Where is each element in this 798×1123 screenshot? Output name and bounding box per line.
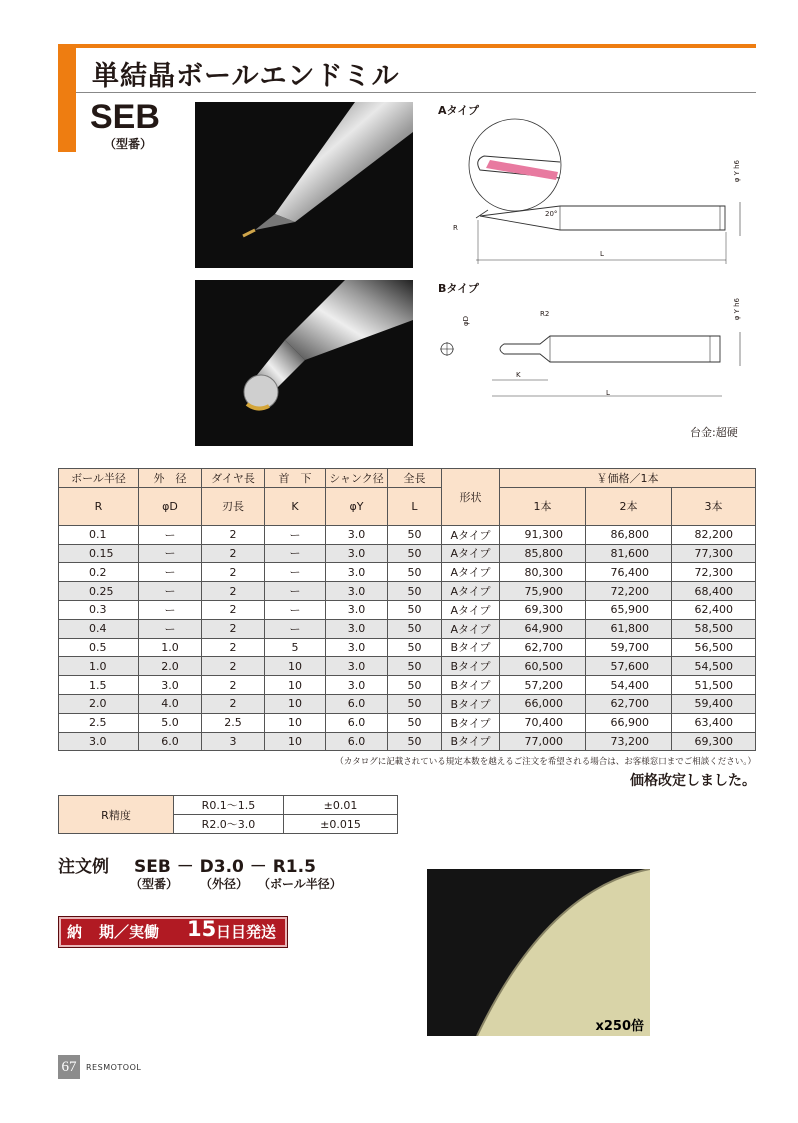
table-cell: 0.3 <box>59 600 139 619</box>
table-cell: Bタイプ <box>442 657 500 676</box>
table-cell: Bタイプ <box>442 638 500 657</box>
table-cell: Bタイプ <box>442 676 500 695</box>
table-cell: 2.0 <box>59 694 139 713</box>
table-cell: 86,800 <box>586 525 672 544</box>
table-cell: 91,300 <box>500 525 586 544</box>
th-phi-y: φY <box>326 487 388 525</box>
table-cell: 75,900 <box>500 582 586 601</box>
th-total-length: 全長 <box>388 469 442 488</box>
table-cell: 2.0 <box>139 657 202 676</box>
table-row <box>59 657 756 676</box>
delivery-days: 15 <box>187 917 217 941</box>
table-cell: ー <box>139 619 202 638</box>
table-cell: 0.4 <box>59 619 139 638</box>
th-ball-radius: ボール半径 <box>59 469 139 488</box>
table-cell: ー <box>139 544 202 563</box>
table-cell: ー <box>265 582 326 601</box>
delivery-badge <box>58 916 288 948</box>
micrograph-image-icon <box>427 869 650 1036</box>
th-diamond-length: ダイヤ長 <box>202 469 265 488</box>
th-shape: 形状 <box>442 469 500 526</box>
table-cell: 2 <box>202 676 265 695</box>
table-cell: 3.0 <box>326 676 388 695</box>
table-cell: 50 <box>388 713 442 732</box>
order-sub-diameter: （外径） <box>200 877 249 891</box>
table-cell: 0.2 <box>59 563 139 582</box>
table-cell: 5.0 <box>139 713 202 732</box>
th-qty-2: 2本 <box>586 487 672 525</box>
table-cell: 51,500 <box>672 676 756 695</box>
table-cell: 77,300 <box>672 544 756 563</box>
table-cell: 50 <box>388 657 442 676</box>
table-cell: 6.0 <box>139 732 202 751</box>
diagram-a <box>440 110 760 270</box>
table-cell: 57,600 <box>586 657 672 676</box>
table-row <box>59 676 756 695</box>
table-row <box>59 582 756 601</box>
delivery-suffix: 日目発送 <box>216 923 277 941</box>
table-cell: 10 <box>265 694 326 713</box>
table-cell: 57,200 <box>500 676 586 695</box>
table-cell: 69,300 <box>672 732 756 751</box>
footer-brand: RESMOTOOL <box>86 1063 142 1072</box>
table-cell: ー <box>139 525 202 544</box>
diagram-b <box>440 300 760 410</box>
table-cell: 63,400 <box>672 713 756 732</box>
accuracy-tol-2: ±0.015 <box>284 815 398 834</box>
table-cell: 2 <box>202 544 265 563</box>
table-cell: 2 <box>202 694 265 713</box>
th-blade-length: 刃長 <box>202 487 265 525</box>
table-cell: 50 <box>388 694 442 713</box>
table-cell: 66,000 <box>500 694 586 713</box>
dim-r2: R2 <box>540 310 550 318</box>
table-cell: 50 <box>388 619 442 638</box>
th-l: L <box>388 487 442 525</box>
table-cell: ー <box>265 563 326 582</box>
table-cell: 76,400 <box>586 563 672 582</box>
table-cell: 3.0 <box>326 525 388 544</box>
product-photo-b <box>195 280 413 446</box>
table-cell: 2.5 <box>59 713 139 732</box>
table-cell: 69,300 <box>500 600 586 619</box>
table-cell: 2 <box>202 582 265 601</box>
table-cell: 3.0 <box>326 638 388 657</box>
table-cell: 1.0 <box>59 657 139 676</box>
th-k: K <box>265 487 326 525</box>
table-cell: 3.0 <box>326 544 388 563</box>
table-cell: 1.5 <box>59 676 139 695</box>
table-cell: 2 <box>202 563 265 582</box>
th-neck: 首 下 <box>265 469 326 488</box>
table-cell: 50 <box>388 544 442 563</box>
table-cell: 80,300 <box>500 563 586 582</box>
table-cell: 59,700 <box>586 638 672 657</box>
table-cell: 5 <box>265 638 326 657</box>
th-qty-1: 1本 <box>500 487 586 525</box>
table-row <box>59 525 756 544</box>
dim-r-a: R <box>453 224 458 232</box>
page-number: 67 <box>58 1055 80 1079</box>
table-cell: 65,900 <box>586 600 672 619</box>
table-cell: 10 <box>265 657 326 676</box>
header-accent-bar <box>66 44 756 48</box>
table-cell: 61,800 <box>586 619 672 638</box>
table-cell: 59,400 <box>672 694 756 713</box>
table-cell: Aタイプ <box>442 563 500 582</box>
dim-l-a: L <box>600 250 604 258</box>
table-cell: 50 <box>388 525 442 544</box>
table-cell: Aタイプ <box>442 582 500 601</box>
table-cell: ー <box>139 600 202 619</box>
table-cell: 54,500 <box>672 657 756 676</box>
table-cell: ー <box>139 563 202 582</box>
product-photo-a <box>195 102 413 268</box>
table-cell: 50 <box>388 732 442 751</box>
table-row <box>59 732 756 751</box>
table-cell: 0.1 <box>59 525 139 544</box>
model-sub-label: （型番） <box>104 137 153 151</box>
table-cell: 68,400 <box>672 582 756 601</box>
table-cell: 3.0 <box>59 732 139 751</box>
order-note: （カタログに記載されている規定本数を越えるご注文を希望される場合は、お客様窓口までご相談ください。） <box>335 757 756 767</box>
table-cell: 72,300 <box>672 563 756 582</box>
table-cell: 3.0 <box>326 600 388 619</box>
accuracy-tol-1: ±0.01 <box>284 796 398 815</box>
dim-angle: 20° <box>545 210 558 218</box>
dim-k: K <box>516 371 521 379</box>
table-cell: 60,500 <box>500 657 586 676</box>
dim-l-b: L <box>606 389 610 397</box>
order-example-code: SEB － D3.0 － R1.5 <box>134 857 316 877</box>
table-cell: 62,700 <box>500 638 586 657</box>
table-cell: 85,800 <box>500 544 586 563</box>
table-cell: 0.25 <box>59 582 139 601</box>
table-cell: Aタイプ <box>442 544 500 563</box>
micrograph <box>427 869 650 1036</box>
table-row <box>59 563 756 582</box>
table-cell: 0.5 <box>59 638 139 657</box>
dim-phi-d: φD <box>462 316 470 327</box>
th-qty-3: 3本 <box>672 487 756 525</box>
table-cell: 10 <box>265 732 326 751</box>
table-cell: 3.0 <box>326 563 388 582</box>
table-cell: 62,700 <box>586 694 672 713</box>
page-title: 単結晶ボールエンドミル <box>92 61 400 92</box>
table-cell: 4.0 <box>139 694 202 713</box>
table-cell: ー <box>265 619 326 638</box>
th-r: R <box>59 487 139 525</box>
table-cell: 10 <box>265 676 326 695</box>
table-cell: 50 <box>388 563 442 582</box>
table-cell: 6.0 <box>326 732 388 751</box>
table-cell: 82,200 <box>672 525 756 544</box>
th-shank: シャンク径 <box>326 469 388 488</box>
table-cell: 64,900 <box>500 619 586 638</box>
table-cell: 56,500 <box>672 638 756 657</box>
table-cell: 2 <box>202 638 265 657</box>
table-cell: 70,400 <box>500 713 586 732</box>
table-cell: 2 <box>202 600 265 619</box>
table-cell: 54,400 <box>586 676 672 695</box>
diagram-a-label: Aタイプ <box>438 104 479 117</box>
table-cell: 77,000 <box>500 732 586 751</box>
table-cell: Bタイプ <box>442 732 500 751</box>
table-cell: 2 <box>202 525 265 544</box>
table-row <box>59 600 756 619</box>
dim-phi-y-a: φ Y h6 <box>733 160 741 183</box>
tool-a-photo-icon <box>195 102 413 268</box>
diagram-b-label: Bタイプ <box>438 282 479 295</box>
table-cell: 73,200 <box>586 732 672 751</box>
table-cell: 0.15 <box>59 544 139 563</box>
table-cell: 2.5 <box>202 713 265 732</box>
table-cell: 50 <box>388 638 442 657</box>
table-cell: ー <box>265 600 326 619</box>
delivery-label-1: 納 <box>67 923 83 941</box>
table-cell: Aタイプ <box>442 600 500 619</box>
table-cell: Bタイプ <box>442 694 500 713</box>
table-cell: 10 <box>265 713 326 732</box>
table-cell: 50 <box>388 582 442 601</box>
table-row <box>59 619 756 638</box>
accuracy-table <box>58 795 398 834</box>
table-cell: 3.0 <box>326 619 388 638</box>
header-accent-side <box>58 44 76 152</box>
table-row <box>59 638 756 657</box>
delivery-label-2: 期／実働 <box>99 923 160 941</box>
table-cell: 81,600 <box>586 544 672 563</box>
table-cell: 3.0 <box>326 582 388 601</box>
order-example-label: 注文例 <box>58 857 109 877</box>
table-cell: 50 <box>388 676 442 695</box>
table-cell: 62,400 <box>672 600 756 619</box>
alloy-note: 台金:超硬 <box>690 426 738 439</box>
magnification-caption: x250倍 <box>593 1015 646 1034</box>
table-row <box>59 544 756 563</box>
table-cell: 66,900 <box>586 713 672 732</box>
table-row <box>59 713 756 732</box>
table-cell: Aタイプ <box>442 619 500 638</box>
th-outer-diameter: 外 径 <box>139 469 202 488</box>
accuracy-range-1: R0.1〜1.5 <box>174 796 284 815</box>
table-cell: ー <box>265 544 326 563</box>
table-cell: 3 <box>202 732 265 751</box>
dim-phi-y-b: φ Y h6 <box>733 298 741 321</box>
model-code: SEB <box>90 98 160 136</box>
price-revised-notice: 価格改定しました。 <box>630 773 756 789</box>
table-cell: 6.0 <box>326 713 388 732</box>
table-cell: 3.0 <box>139 676 202 695</box>
tool-b-photo-icon <box>195 280 413 446</box>
table-cell: 58,500 <box>672 619 756 638</box>
accuracy-label: R精度 <box>59 796 174 834</box>
order-sub-radius: （ボール半径） <box>258 877 342 891</box>
table-cell: 3.0 <box>326 657 388 676</box>
th-price: ￥価格／1本 <box>500 469 756 488</box>
table-cell: 6.0 <box>326 694 388 713</box>
table-cell: ー <box>139 582 202 601</box>
table-cell: Aタイプ <box>442 525 500 544</box>
table-cell: 2 <box>202 657 265 676</box>
table-cell: Bタイプ <box>442 713 500 732</box>
spec-table <box>58 468 756 751</box>
table-cell: 1.0 <box>139 638 202 657</box>
table-cell: 50 <box>388 600 442 619</box>
th-phi-d: φD <box>139 487 202 525</box>
table-cell: 72,200 <box>586 582 672 601</box>
order-sub-model: （型番） <box>130 877 179 891</box>
table-row <box>59 694 756 713</box>
table-cell: ー <box>265 525 326 544</box>
table-cell: 2 <box>202 619 265 638</box>
accuracy-range-2: R2.0〜3.0 <box>174 815 284 834</box>
